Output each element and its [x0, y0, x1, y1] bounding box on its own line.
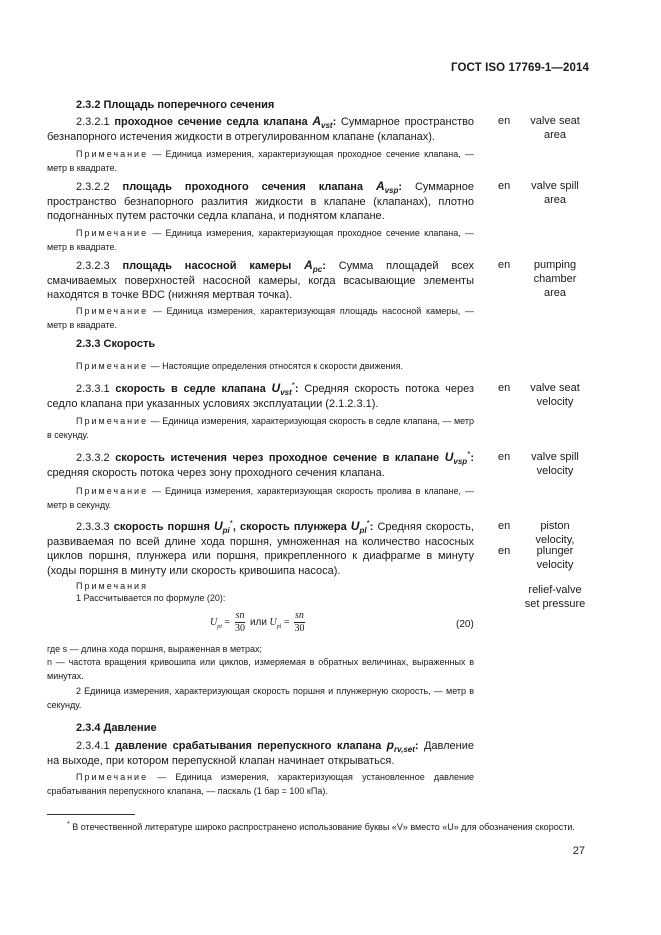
- where-s: где s — длина хода поршня, выраженная в метрах;: [47, 644, 262, 654]
- english-term-plunger: plunger velocity: [536, 545, 574, 571]
- english-term: valve seat velocity: [530, 382, 580, 408]
- term-entry-2-3-2-3: 2.3.2.3 площадь насосной камеры $A_{pc}$: Сумма площадей всех смачиваемых поверхностей насосной камеры, когда всасывающие элементы находятся в точке BDC (нижняя мертвая точка).: [47, 258, 474, 301]
- footnote: * В отечественной литературе широко распространено использование буквы «V» вместо «U» для обозначения скорости.: [67, 821, 575, 832]
- english-term: valve spill velocity: [531, 451, 579, 477]
- term-entry-2-3-2-1: 2.3.2.1 проходное сечение седла клапана $A_{vst}$: Суммарное пространство безнапорного истечения жидкости в отрегулированном клапане (клапанах).: [47, 114, 475, 143]
- note: Примечание — Единица измерения, характеризующая установленное давление срабатывания перепускного клапана, — паскаль (1 бар = 100 кПа).: [47, 772, 474, 796]
- lang-code: en: [498, 259, 511, 271]
- where-n: n — частота вращения кривошипа или циклов, измеряемая в обратных величинах, выраженных в минутах.: [47, 657, 474, 681]
- page-number: 27: [572, 845, 585, 857]
- note: Примечание — Единица измерения, характеризующая площадь насосной камеры, — метр в квадрате.: [47, 306, 474, 330]
- term-entry-2-3-3-2: 2.3.3.2 скорость истечения через проходное сечение в клапане $U_{vsp}^*$: средняя скорость потока через зону проходного сечения клапана.: [47, 450, 474, 479]
- term-entry-2-3-3-3: 2.3.3.3 скорость поршня $U_{pi}^*$, скорость плунжера $U_{pl}^*$: Средняя скорость, развиваемая по всей длине хода поршня, умноженная на количество насосных циклов поршня, плунжера или поршня, прикрепленного к диафрагме в минуту (ходы поршня в минуту или скорость кривошипа насоса).: [47, 519, 474, 577]
- term-entry-2-3-2-2: 2.3.2.2 площадь проходного сечения клапана $A_{vsp}$: Суммарное пространство безнапорного разлития жидкости в клапане (клапанах), плотно подогнанных путем расточки седла клапана, и поднятом клапане.: [47, 179, 474, 222]
- note: Примечание — Единица измерения, характеризующая скорость в седле клапана, — метр в секунду.: [47, 416, 474, 440]
- notes-heading: Примечания: [76, 581, 148, 591]
- section-heading-2-3-4: 2.3.4 Давление: [76, 722, 157, 734]
- lang-code: en: [498, 180, 511, 192]
- note: Примечание — Единица измерения, характеризующая проходное сечение клапана, — метр в квадрате.: [47, 228, 474, 252]
- note-1: 1 Рассчитывается по формуле (20):: [76, 593, 226, 603]
- english-term: valve spill area: [531, 180, 579, 206]
- note: Примечание — Настоящие определения относятся к скорости движения.: [76, 361, 404, 371]
- english-term: pumping chamber area: [533, 259, 577, 299]
- lang-code: en: [498, 382, 511, 394]
- formula-20: $U_{pi}$ = $\frac{sn}{30}$ или $U_{pl}$ = $\frac{sn}{30}$: [210, 610, 305, 634]
- footnote-rule: [47, 814, 135, 815]
- english-term-relief: relief-valve set pressure: [524, 584, 586, 610]
- english-term: valve seat area: [530, 115, 580, 141]
- lang-code: en: [498, 520, 511, 532]
- section-heading-2-3-2: 2.3.2 Площадь поперечного сечения: [76, 99, 275, 111]
- english-term-piston: piston velocity,: [535, 520, 575, 546]
- lang-code: en: [498, 115, 511, 127]
- note-2: 2 Единица измерения, характеризующая скорость поршня и плунжерную скорость, — метр в секунду.: [47, 686, 474, 710]
- lang-code: en: [498, 545, 511, 557]
- term-entry-2-3-3-1: 2.3.3.1 скорость в седле клапана $U_{vst}^*$: Средняя скорость потока через седло клапана при указанных условиях эксплуатации (2.1.2.3.1).: [47, 381, 474, 410]
- lang-code: en: [498, 451, 511, 463]
- formula-number: (20): [456, 619, 474, 630]
- standard-designation: ГОСТ ISO 17769-1—2014: [451, 62, 589, 74]
- term-entry-2-3-4-1: 2.3.4.1 давление срабатывания перепускного клапана $p_{rv,set}$: Давление на выходе, при котором перепускной клапан начинает открываться.: [47, 738, 475, 767]
- section-heading-2-3-3: 2.3.3 Скорость: [76, 338, 156, 350]
- note: Примечание — Единица измерения, характеризующая проходное сечение клапана, — метр в квадрате.: [47, 149, 474, 173]
- note: Примечание — Единица измерения, характеризующая скорость пролива в клапане, — метр в секунду.: [47, 486, 474, 510]
